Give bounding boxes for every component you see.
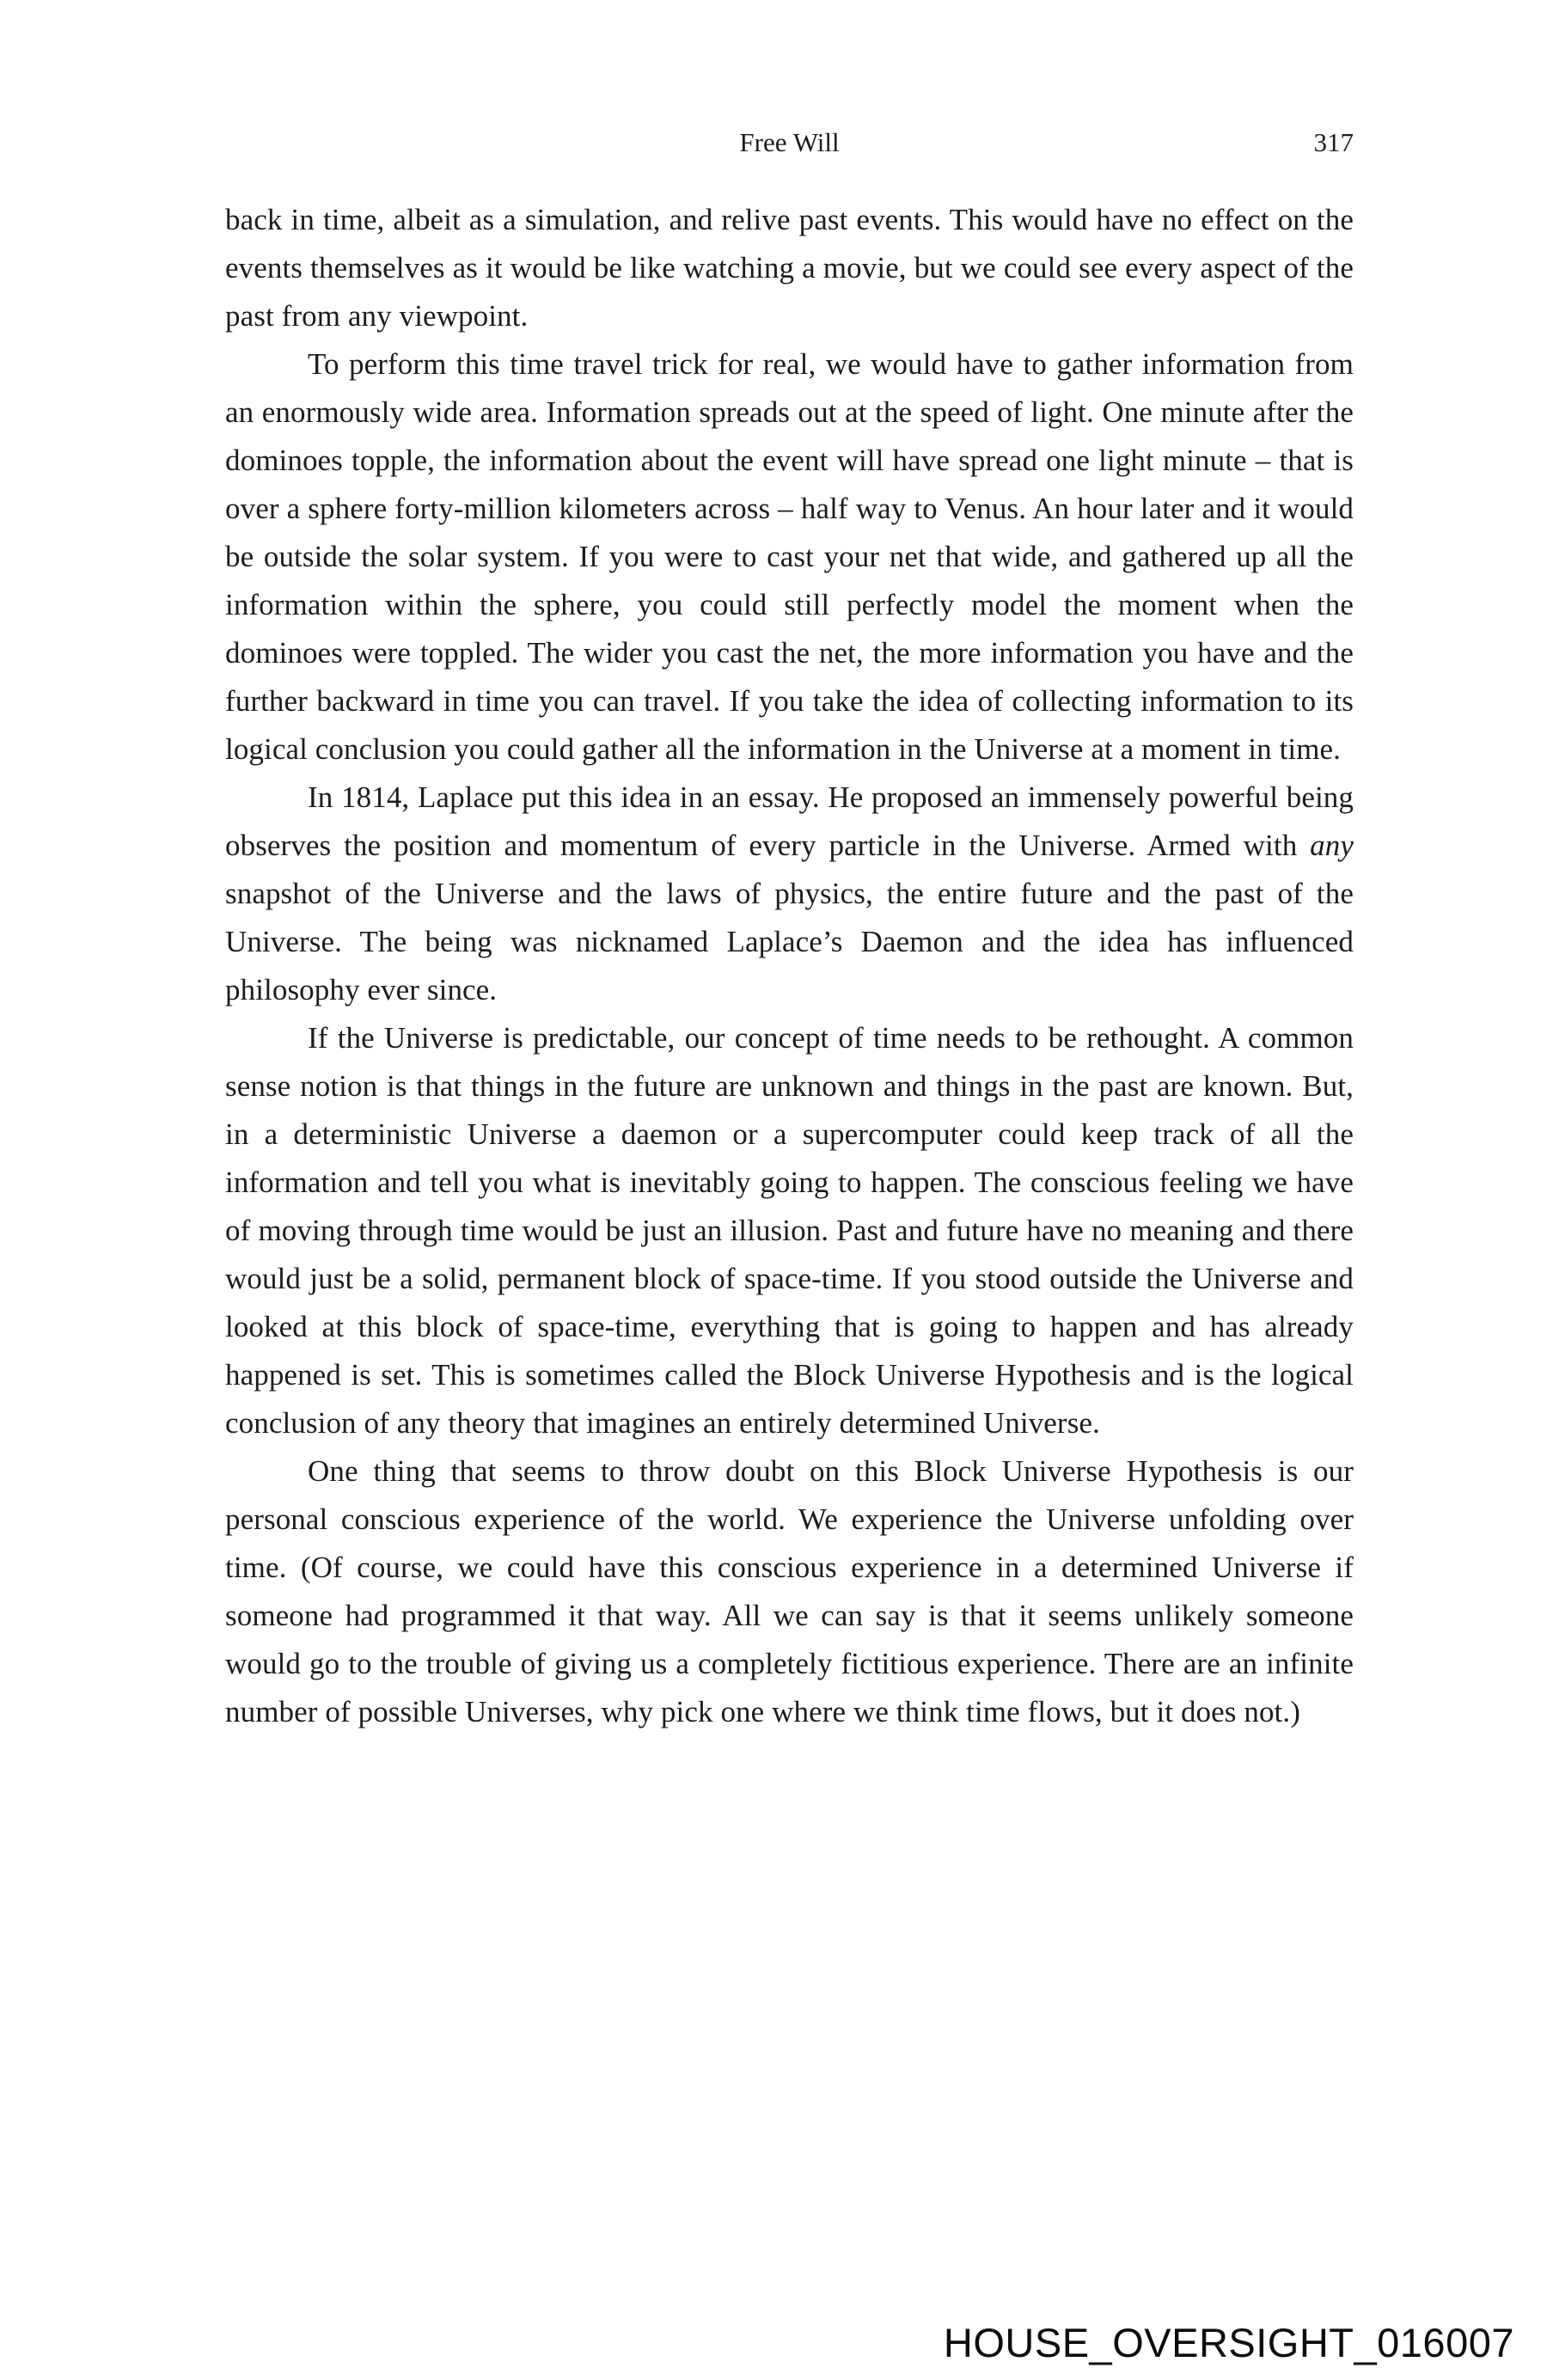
paragraph-3-text-tail: snapshot of the Universe and the laws of physics, the entire future and the past of the Universe. The being was nicknamed Laplace’s Daemon and the idea has influenced philosophy ever since. — [225, 877, 1354, 1006]
paragraph-4-text: If the Universe is predictable, our concept of time needs to be rethought. A common sense notion is that things in the future are unknown and things in the past are known. But, in a deterministic Universe a daemon or a supercomputer could keep track of all the information and tell you what is inevitably going to happen. The conscious feeling we have of moving through time would be just an illusion. Past and future have no meaning and there would just be a solid, permanent block of space-time. If you stood outside the Universe and looked at this block of space-time, everything that is going to happen and has already happened is set. This is sometimes called the Block Universe Hypothesis and is the logical conclusion of any theory that imagines an entirely determined Universe. — [225, 1021, 1354, 1440]
paragraph-3-text-lead: In 1814, Laplace put this idea in an essay. He proposed an immensely powerful being observes the position and momentum of every particle in the Universe. Armed with — [225, 780, 1354, 862]
paragraph-1-text: back in time, albeit as a simulation, and relive past events. This would have no effect on the events themselves as it would be like watching a movie, but we could see every aspect of the past from any viewpoint. — [225, 203, 1354, 333]
paragraph-2-text: To perform this time travel trick for real, we would have to gather information from an enormously wide area. Information spreads out at the speed of light. One minute after the dominoes topple, the information about the event will have spread one light minute – that is over a sphere forty-million kilometers across – half way to Venus. An hour later and it would be outside the solar system. If you were to cast your net that wide, and gathered up all the information within the sphere, you could still perfectly model the moment when the dominoes were toppled. The wider you cast the net, the more information you have and the further backward in time you can travel. If you take the idea of collecting information to its logical conclusion you could gather all the information in the Universe at a moment in time. — [225, 347, 1354, 766]
chapter-title: Free Will — [739, 127, 840, 157]
paragraph-3-italic-word: any — [1310, 829, 1354, 862]
paragraph-3 — [225, 774, 1354, 1014]
body-text-column — [225, 196, 1354, 1736]
paragraph-5 — [225, 1447, 1354, 1736]
paragraph-2 — [225, 340, 1354, 774]
bates-stamp: HOUSE_OVERSIGHT_016007 — [943, 2320, 1514, 2365]
running-head — [225, 127, 1354, 158]
paragraph-4 — [225, 1014, 1354, 1447]
paragraph-5-text: One thing that seems to throw doubt on this Block Universe Hypothesis is our personal conscious experience of the world. We experience the Universe unfolding over time. (Of course, we could have this conscious experience in a determined Universe if someone had programmed it that way. All we can say is that it seems unlikely someone would go to the trouble of giving us a completely fictitious experience. There are an infinite number of possible Universes, why pick one where we think time flows, but it does not.) — [225, 1454, 1354, 1728]
page-number: 317 — [1313, 127, 1354, 157]
paragraph-1 — [225, 196, 1354, 340]
